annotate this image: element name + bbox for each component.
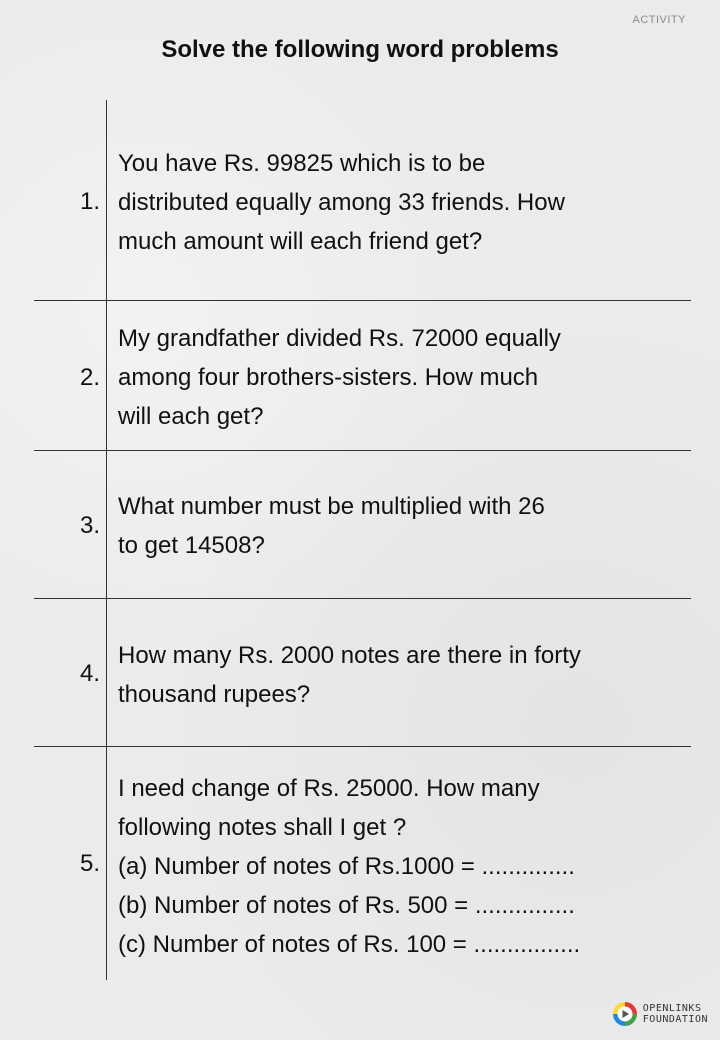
problem-line: I need change of Rs. 25000. How many	[118, 775, 540, 802]
problem-line: distributed equally among 33 friends. How	[118, 189, 565, 216]
openlinks-logo-icon	[611, 1000, 639, 1028]
logo-line-2: FOUNDATION	[642, 1014, 708, 1025]
problem-3-text	[118, 487, 683, 565]
problem-line: following notes shall I get ?	[118, 814, 407, 841]
problem-5-number: 5.	[79, 850, 100, 877]
column-divider	[106, 100, 107, 980]
row-divider	[34, 598, 691, 599]
problem-line: (c) Number of notes of Rs. 100 = ................	[118, 931, 581, 958]
problem-1-text	[118, 144, 683, 261]
problem-line: will each get?	[118, 403, 264, 430]
problem-1-number: 1.	[79, 188, 100, 215]
problem-line: thousand rupees?	[118, 681, 311, 708]
problem-5-text	[118, 769, 683, 964]
row-divider	[34, 746, 691, 747]
activity-tag: ACTIVITY	[632, 14, 686, 26]
problem-line: What number must be multiplied with 26	[118, 493, 545, 520]
problem-2-number: 2.	[79, 364, 100, 391]
logo-line-1: OPENLINKS	[642, 1003, 702, 1014]
row-divider	[34, 300, 691, 301]
problem-line: How many Rs. 2000 notes are there in forty	[118, 642, 581, 669]
openlinks-logo	[611, 1000, 708, 1028]
page-title: Solve the following word problems	[161, 36, 559, 63]
problem-line: to get 14508?	[118, 532, 265, 559]
problem-line: (b) Number of notes of Rs. 500 = ...............	[118, 892, 575, 919]
row-divider	[34, 450, 691, 451]
problem-line: much amount will each friend get?	[118, 228, 483, 255]
problem-4-number: 4.	[79, 660, 100, 687]
problem-line: (a) Number of notes of Rs.1000 = ..............	[118, 853, 575, 880]
problem-line: among four brothers-sisters. How much	[118, 364, 539, 391]
problem-line: You have Rs. 99825 which is to be	[118, 150, 486, 177]
problem-line: My grandfather divided Rs. 72000 equally	[118, 325, 561, 352]
problem-2-text	[118, 319, 683, 436]
problem-4-text	[118, 636, 683, 714]
problem-3-number: 3.	[79, 512, 100, 539]
